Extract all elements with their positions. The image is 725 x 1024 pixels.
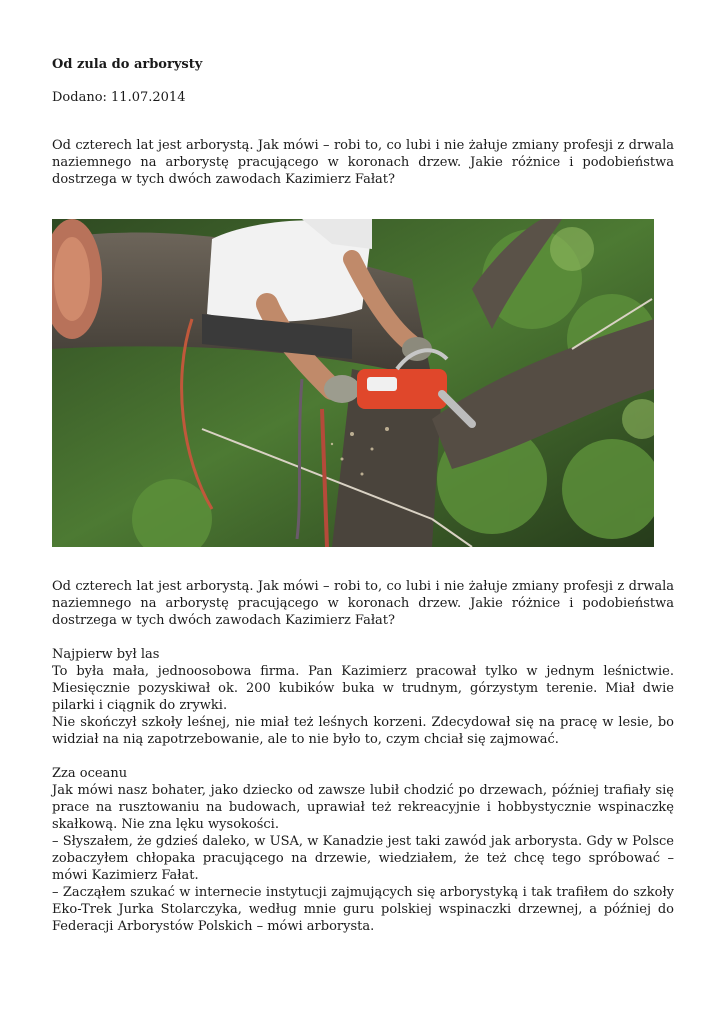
article-body	[52, 578, 674, 935]
section-zza-oceanu	[52, 765, 674, 935]
paragraph: Jak mówi nasz bohater, jako dziecko od zawsze lubił chodzić po drzewach, później trafiały się prace na rusztowaniu na budowach, uprawiał też rekreacyjnie i hobbystycznie wspinaczkę skałkową. Nie zna lęku wysokości.	[52, 783, 674, 832]
article-intro: Od czterech lat jest arborystą. Jak mówi – robi to, co lubi i nie żałuje zmiany profesji z drwala naziemnego na arborystę pracującego w koronach drzew. Jakie różnice i podobieństwa dostrzega w tych dwóch zawodach Kazimierz Fałat?	[52, 138, 674, 187]
paragraph: Nie skończył szkoły leśnej, nie miał też leśnych korzeni. Zdecydował się na pracę w lesie, bo widział na nią zapotrzebowanie, ale to nie było to, czym chciał się zajmować.	[52, 715, 674, 747]
article-date: Dodano: 11.07.2014	[52, 90, 186, 105]
article-photo	[52, 219, 654, 547]
section-heading: Zza oceanu	[52, 766, 128, 781]
paragraph: – Zacząłem szukać w internecie instytucji zajmujących się arborystyką i tak trafiłem do szkoły Eko-Trek Jurka Stolarczyka, według mnie guru polskiej wspinaczki drzewnej, a później do Federacji Arborystów Polskich – mówi arborysta.	[52, 885, 674, 934]
paragraph: To była mała, jednoosobowa firma. Pan Kazimierz pracował tylko w jednym leśnictwie. Miesięcznie pozyskiwał ok. 200 kubików buka w trudnym, górzystym terenie. Miał dwie pilarki i ciągnik do zrywki.	[52, 664, 674, 713]
section-heading: Najpierw był las	[52, 647, 160, 662]
article-title: Od zula do arborysty	[52, 57, 203, 72]
paragraph: – Słyszałem, że gdzieś daleko, w USA, w Kanadzie jest taki zawód jak arborysta. Gdy w Polsce zobaczyłem chłopaka pracującego na drzewie, wiedziałem, że też chcę tego spróbować – mówi Kazimierz Fałat.	[52, 834, 674, 883]
section-najpierw-byl-las	[52, 646, 674, 748]
article-intro-repeat: Od czterech lat jest arborystą. Jak mówi – robi to, co lubi i nie żałuje zmiany profesji z drwala naziemnego na arborystę pracującego w koronach drzew. Jakie różnice i podobieństwa dostrzega w tych dwóch zawodach Kazimierz Fałat?	[52, 579, 674, 628]
